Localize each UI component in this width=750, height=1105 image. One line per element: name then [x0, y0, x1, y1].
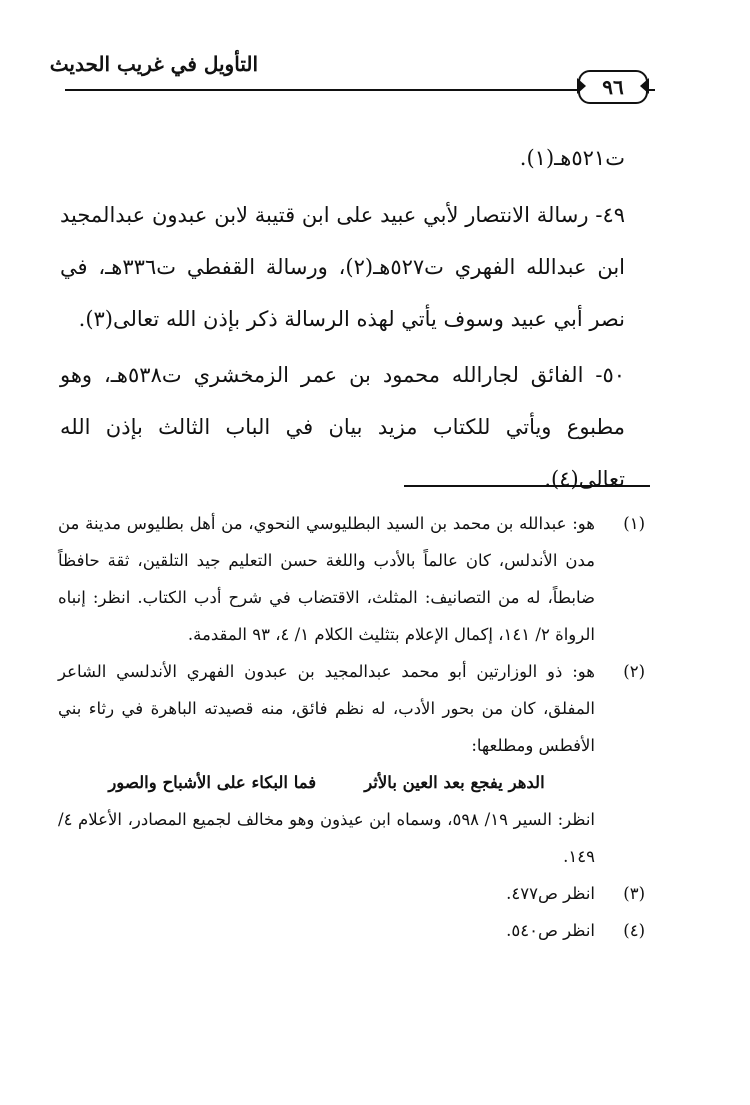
running-title: التأويل في غريب الحديث: [49, 52, 258, 76]
page-number: ٩٦: [602, 75, 624, 99]
verse-second-hemistich: فما البكاء على الأشباح والصور: [108, 773, 317, 792]
verse-first-hemistich: الدهر يفجع بعد العين بالأثر: [364, 773, 545, 792]
footnote-text-continued: انظر: السير ١٩/ ٥٩٨، وسماه ابن عيذون وهو مخالف لجميع المصادر، الأعلام ٤/ ١٤٩.: [58, 810, 595, 866]
footnote-text: انظر ص٥٤٠.: [506, 921, 595, 940]
footnote-1: [58, 505, 655, 653]
footnote-number: (٤): [623, 921, 645, 940]
footnote-separator: [404, 485, 650, 487]
continuation-line: ت٥٢١هـ(١).: [519, 146, 625, 170]
footnote-4: [58, 912, 655, 949]
main-text: [60, 132, 625, 505]
footnote-number: (٣): [623, 884, 645, 903]
footnote-text: هو: ذو الوزارتين أبو محمد عبدالمجيد بن عبدون الفهري الأندلسي الشاعر المفلق، كان من بحور الأدب، له نظم فائق، منه قصيدته الباهرة في رثاء بني الأفطس ومطلعها:: [58, 662, 595, 755]
footnote-text: انظر ص٤٧٧.: [506, 884, 595, 903]
header-rule: [65, 89, 655, 91]
footnote-number: (١): [623, 514, 645, 533]
footnote-3: [58, 875, 655, 912]
footnote-text: هو: عبدالله بن محمد بن السيد البطليوسي النحوي، من أهل بطليوس مدينة من مدن الأندلس، كان عالماً بالأدب واللغة حسن التعليم جيد التلقين، ثقة حافظاً ضابطاً، له من التصانيف: المثلث، الاقتضاب في شرح أدب الكتاب. انظر: إنباه الرواة ٢/ ١٤١، إكمال الإعلام بتثليث الكلام ١/ ٤، ٩٣ المقدمة.: [58, 514, 595, 644]
footnote-2: [58, 653, 655, 875]
entry-50: ٥٠- الفائق لجارالله محمود بن عمر الزمخشري ت٥٣٨هـ، وهو مطبوع ويأتي للكتاب مزيد بيان في الباب الثالث بإذن الله تعالى(٤).: [60, 363, 625, 491]
entry-49: ٤٩- رسالة الانتصار لأبي عبيد على ابن قتيبة لابن عبدون عبدالمجيد ابن عبدالله الفهري ت٥٢٧هـ(٢)، ورسالة القفطي ت٣٣٦هـ، في نصر أبي عبيد وسوف يأتي لهذه الرسالة ذكر بإذن الله تعالى(٣).: [60, 203, 625, 331]
poem-verse: [58, 764, 595, 801]
footnotes: [58, 505, 655, 949]
footnote-number: (٢): [623, 662, 645, 681]
page-number-badge: [578, 70, 648, 104]
